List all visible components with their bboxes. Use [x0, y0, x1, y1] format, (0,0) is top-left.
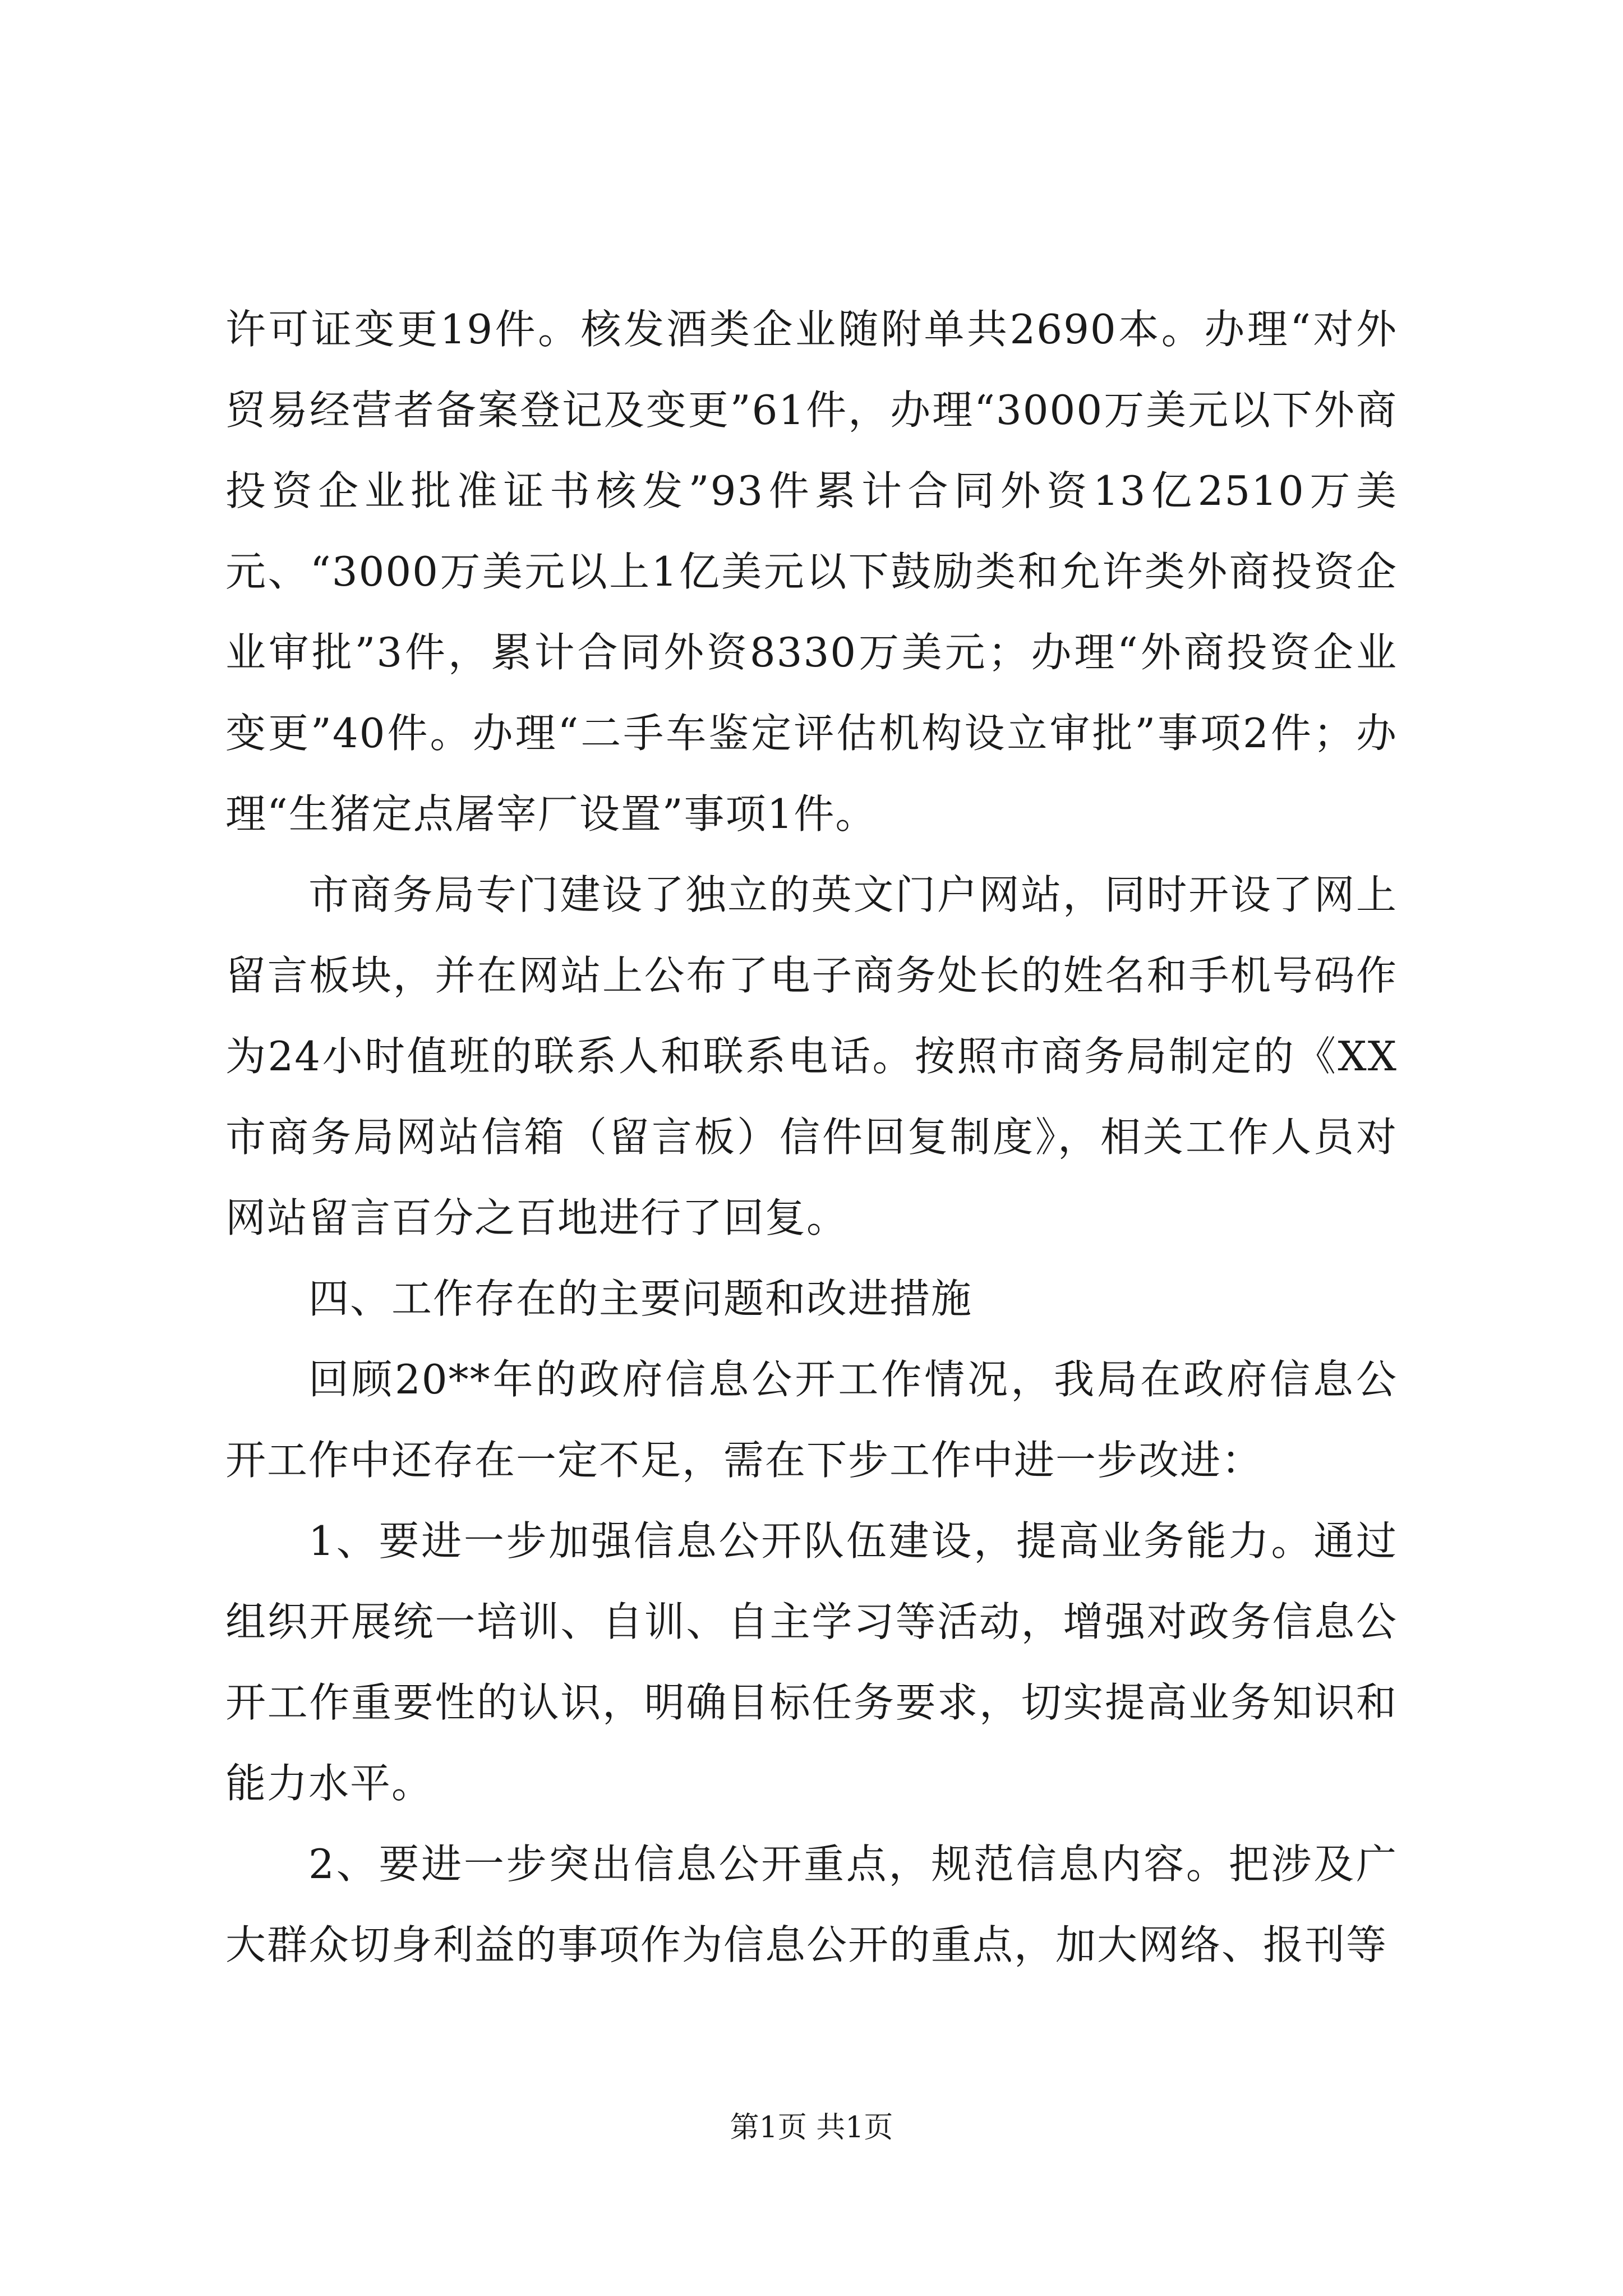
paragraph-1: 许可证变更19件。核发酒类企业随附单共2690本。办理“对外贸易经营者备案登记及变更”61件，办理“3000万美元以下外商投资企业批准证书核发”93件累计合同外资13亿2510万美元、“3000万美元以上1亿美元以下鼓励类和允许类外商投资企业审批”3件，累计合同外资8330万美元；办理“外商投资企业变更”40件。办理“二手车鉴定评估机构设立审批”事项2件；办理“生猪定点屠宰厂设置”事项1件。 [225, 306, 1398, 838]
document-body [225, 289, 1398, 1985]
list-item-2: 2、要进一步突出信息公开重点，规范信息内容。把涉及广大群众切身利益的事项作为信息公开的重点，加大网络、报刊等 [225, 1841, 1398, 1968]
list-item-1: 1、要进一步加强信息公开队伍建设，提高业务能力。通过组织开展统一培训、自训、自主学习等活动，增强对政务信息公开工作重要性的认识，明确目标任务要求，切实提高业务知识和能力水平。 [225, 1517, 1398, 1807]
paragraph-2: 市商务局专门建设了独立的英文门户网站，同时开设了网上留言板块，并在网站上公布了电子商务处长的姓名和手机号码作为24小时值班的联系人和联系电话。按照市商务局制定的《XX市商务局网站信箱（留言板）信件回复制度》，相关工作人员对网站留言百分之百地进行了回复。 [225, 871, 1398, 1241]
section-heading: 四、工作存在的主要问题和改进措施 [308, 1275, 973, 1322]
paragraph-3: 回顾20**年的政府信息公开工作情况，我局在政府信息公开工作中还存在一定不足，需在下步工作中进一步改进： [225, 1356, 1398, 1484]
page-footer: 第1页 共1页 [730, 2111, 893, 2145]
